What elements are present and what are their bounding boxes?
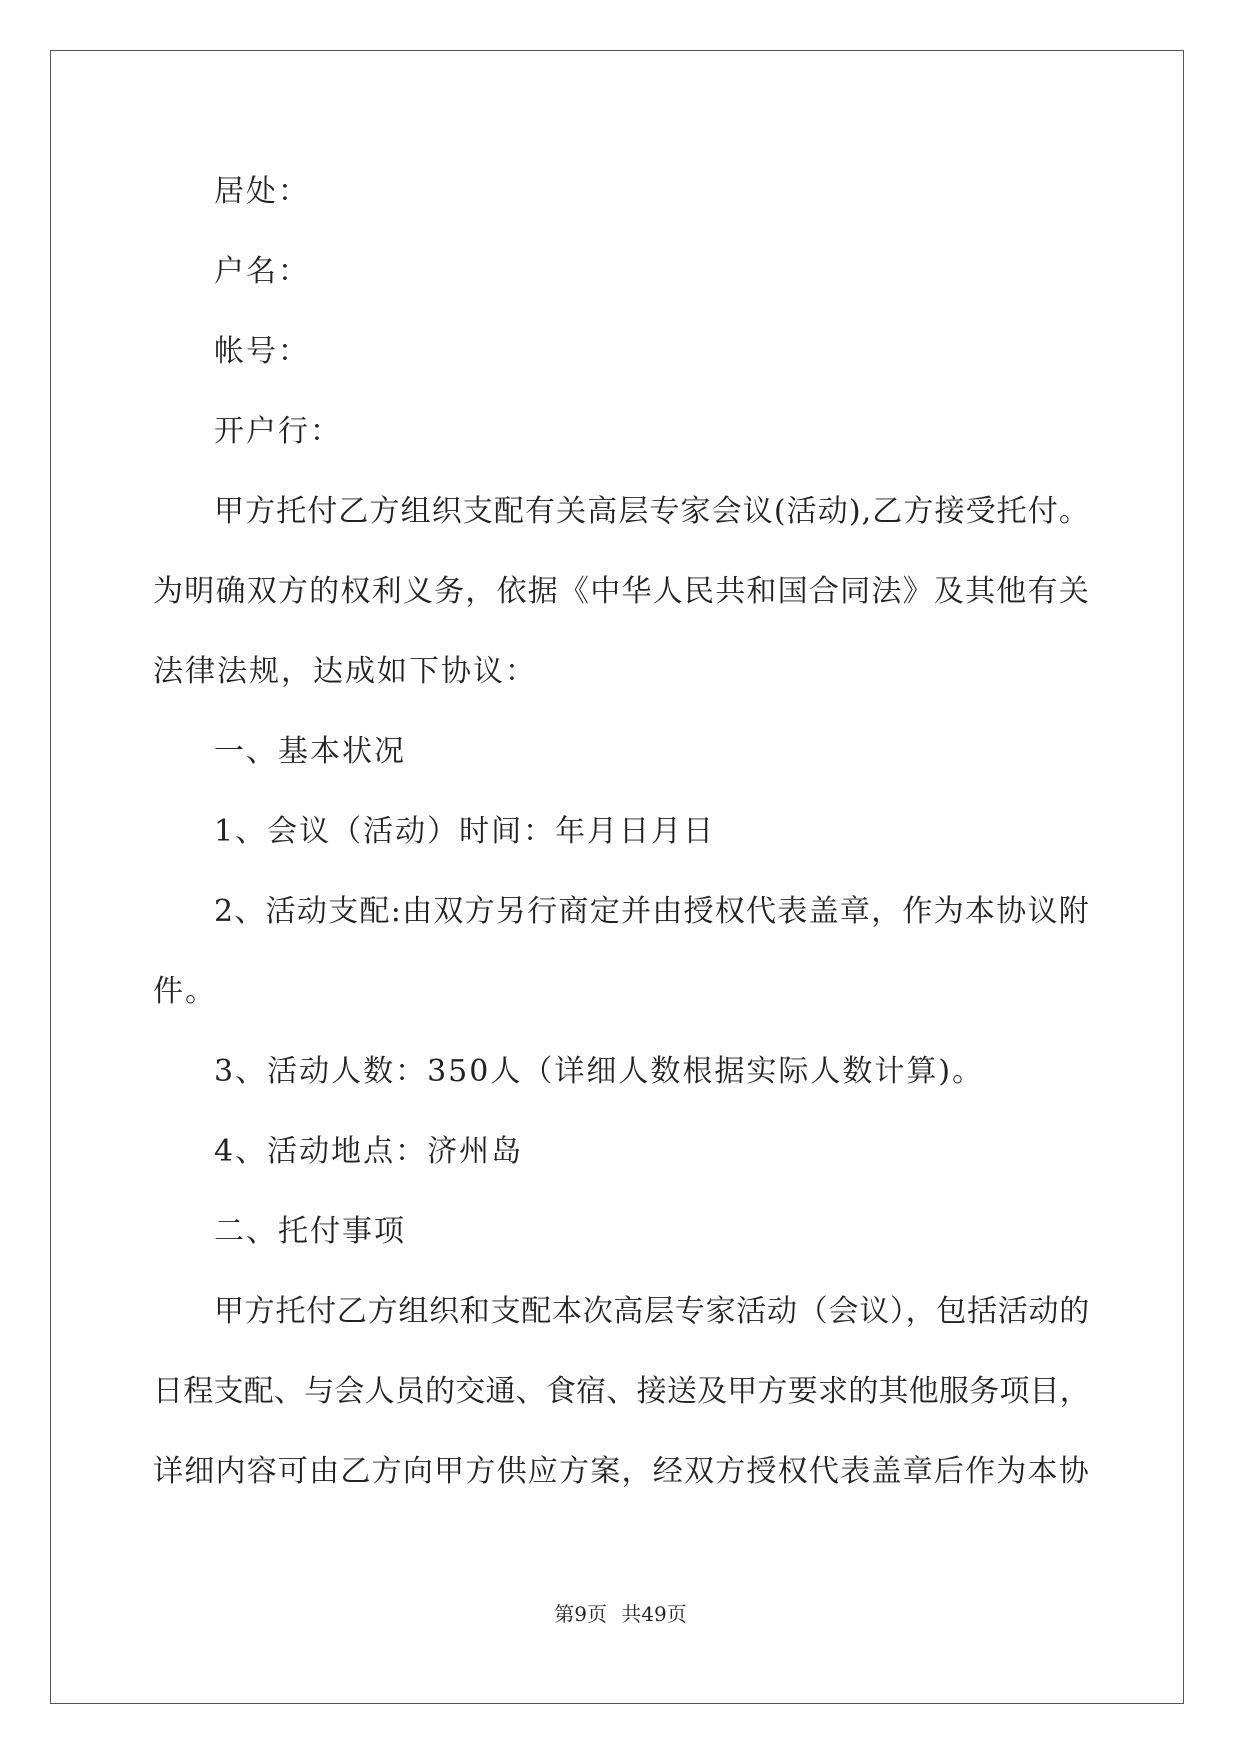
paragraph-line: 为明确双方的权利义务，依据《中华人民共和国合同法》及其他有关 [153, 574, 1090, 609]
page-footer [0, 1600, 1241, 1628]
page-total: 共49页 [621, 1602, 687, 1626]
paragraph-line: 法律法规，达成如下协议： [153, 654, 537, 689]
list-item: 4、活动地点：济州岛 [214, 1134, 524, 1169]
page-number: 第9页 [554, 1602, 607, 1626]
list-item-continuation: 件。 [153, 974, 217, 1009]
paragraph-line: 日程支配、与会人员的交通、食宿、接送及甲方要求的其他服务项目， [153, 1374, 1090, 1409]
field-address: 居处： [214, 174, 310, 209]
paragraph-line: 甲方托付乙方组织和支配本次高层专家活动（会议），包括活动的 [214, 1294, 1090, 1329]
paragraph-line: 详细内容可由乙方向甲方供应方案，经双方授权代表盖章后作为本协 [153, 1454, 1090, 1489]
section-heading: 二、托付事项 [214, 1214, 406, 1249]
field-account-name: 户名： [214, 254, 310, 289]
paragraph-line: 甲方托付乙方组织支配有关高层专家会议(活动),乙方接受托付。 [214, 494, 1090, 529]
list-item: 1、会议（活动）时间：年月日月日 [214, 814, 716, 849]
section-heading: 一、基本状况 [214, 734, 406, 769]
list-item: 3、活动人数：350人（详细人数根据实际人数计算)。 [214, 1054, 985, 1089]
field-bank: 开户行： [214, 414, 342, 449]
list-item: 2、活动支配:由双方另行商定并由授权代表盖章，作为本协议附 [214, 894, 1090, 929]
field-account-number: 帐号： [214, 334, 310, 369]
